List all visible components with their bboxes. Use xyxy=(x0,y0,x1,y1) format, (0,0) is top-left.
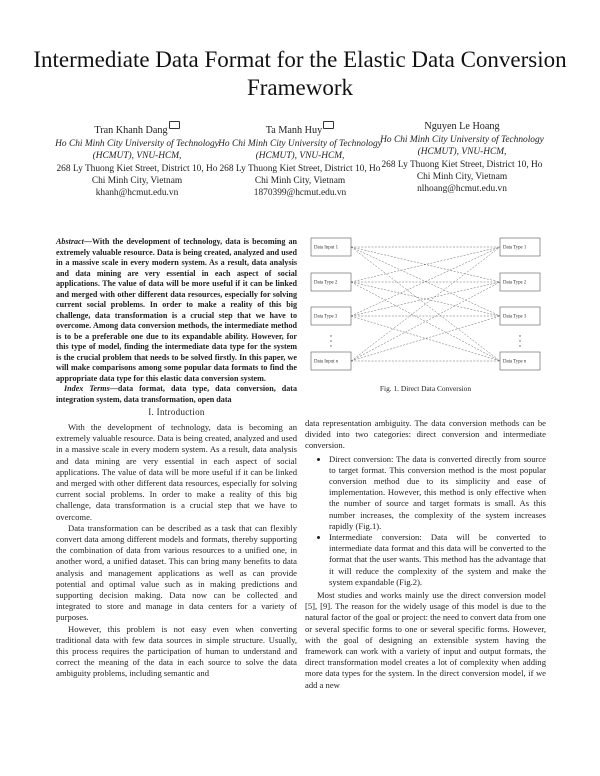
node-label: Data Type n xyxy=(503,359,527,365)
author-institution: Ho Chi Minh City University of Technology (HCMUT), VNU-HCM, xyxy=(218,139,382,162)
input-node xyxy=(311,352,351,370)
author-institution: Ho Chi Minh City University of Technology (HCMUT), VNU-HCM, xyxy=(380,135,544,158)
figure-caption: Fig. 1. Direct Data Conversion xyxy=(379,384,472,393)
paragraph: However, this problem is not easy even when converting traditional data with few data sources in simple structure. Usually, this process requires the participation of human to understand and correct the meaning of the data in each source to solve the data ambiguity problems, including semantic and xyxy=(56,623,297,679)
envelope-icon xyxy=(169,121,180,129)
list-item: • Direct conversion: The data is converted directly from source to target format. This conversion method is the most popular conversion method due to its simplicity and ease of implementation. However, this method is only effective when the number of source and target formats is small. As this number increases, the complexity of the system increases rapidly (Fig.1). xyxy=(329,454,546,532)
paragraph: Data transformation can be described as a task that can flexibly convert data among different models and formats, thereby supporting the combination of data from various resources to a unified one, in another word, a unified dataset. This can bring many benefits to data analysis and management applications as well as can provide potential and optimal value such as in making predictions and supporting decision making. Data now can be collected and integrated to store and manage in data centers for a variety of purposes. xyxy=(56,522,297,623)
output-node xyxy=(500,307,540,325)
output-node xyxy=(500,238,540,256)
input-node xyxy=(311,238,351,256)
conversion-edge xyxy=(351,316,500,361)
ellipsis-dot xyxy=(519,335,520,336)
author-email: 1870399@hcmut.edu.vn xyxy=(253,188,347,199)
envelope-icon xyxy=(323,121,334,129)
abstract-text: —With the development of technology, data is becoming an extremely valuable resource. Data is being created, analyzed and used in a massive scale in every modern system. As a result, data analysis and data mining are very essential in each aspect of social applications. The value of data will be more useful if it can be linked and merged with other different data resources, especially for solving current social problems. In order to make a reality of this big challenge, data transformation is a crucial step that we have to overcome. Among data conversion methods, the intermediate method is to be a preferable one due to its expandable ability. However, for this type of model, finding the intermediate data type for the system is the crucial problem that needs to be solved firstly. In this paper, we will make comparisons among some popular data formats to find the appropriate data type for this elastic data conversion system. xyxy=(56,237,297,383)
ellipsis-dot xyxy=(519,345,520,346)
node-label: Data Input n xyxy=(314,359,338,365)
output-node xyxy=(500,273,540,291)
output-node xyxy=(500,352,540,370)
ellipsis-dot xyxy=(330,335,331,336)
intro-column-right xyxy=(305,418,546,691)
node-label: Data Type 2 xyxy=(503,280,527,286)
author-email: khanh@hcmut.edu.vn xyxy=(95,188,179,199)
author-name: Nguyen Le Hoang xyxy=(424,121,500,132)
index-terms-label: Index Terms xyxy=(64,384,110,393)
author-email: nlhoang@hcmut.edu.vn xyxy=(417,184,507,195)
ellipsis-dot xyxy=(330,345,331,346)
ellipsis-dot xyxy=(330,340,331,341)
abstract xyxy=(56,237,297,405)
ellipsis-dot xyxy=(519,340,520,341)
section-heading: I. Introduction xyxy=(148,407,205,417)
conversion-diagram xyxy=(305,233,546,381)
paragraph: Most studies and works mainly use the direct conversion model [5], [9]. The reason for the widely usage of this model is due to the natural factor of the goal or project: the need to convert data from one or several specific forms to one or several specific forms. However, with the goal of designing an extensible system having the framework can work with a variety of input and output formats, the direct transformation model creates a lot of complexity when adding more data types for the system. In the direct conversion model, if we add a new xyxy=(305,590,546,690)
node-label: Data Input 1 xyxy=(314,245,338,251)
input-node xyxy=(311,273,351,291)
intro-column-left xyxy=(56,422,297,680)
paragraph: With the development of technology, data is becoming an extremely valuable resource. Data is being created, analyzed and used in a massive scale in every modern system. As a result, data analysis and data mining are very essential in each aspect of social applications. The value of data will be more useful if it can be linked and merged with other different data resources, especially for solving current social problems. In order to make a reality of this big challenge, data transformation is a crucial step that we have to overcome. xyxy=(56,422,297,522)
author-address: 268 Ly Thuong Kiet Street, District 10, Ho Chi Minh City, Vietnam xyxy=(381,159,543,182)
author-block-3 xyxy=(377,121,547,195)
index-terms-text: —data format, data type, data conversion, data integration system, data transformation, open data xyxy=(56,384,298,404)
list-item: • Intermediate conversion: Data will be converted to intermediate data format and this data will be converted to the format that the user wants. This method has the advantage that it will reduce the complexity of the system and make the system expandable (Fig.2). xyxy=(329,532,546,588)
author-institution: Ho Chi Minh City University of Technology (HCMUT), VNU-HCM, xyxy=(55,139,219,162)
paper-title: Intermediate Data Format for the Elastic Data Conversion Framework xyxy=(33,47,567,100)
input-node xyxy=(311,307,351,325)
node-label: Data Type 3 xyxy=(314,314,338,320)
node-label: Data Type 1 xyxy=(503,245,527,251)
node-label: Data Type 3 xyxy=(503,314,527,320)
bullet-list xyxy=(305,454,546,588)
author-name: Ta Manh Huy xyxy=(215,121,385,137)
figure-direct-conversion xyxy=(305,233,546,386)
author-name: Tran Khanh Dang xyxy=(52,121,222,137)
author-address: 268 Ly Thuong Kiet Street, District 10, Ho Chi Minh City, Vietnam xyxy=(56,163,218,186)
conversion-edges xyxy=(351,247,500,361)
abstract-label: Abstract xyxy=(56,237,84,246)
author-block-1 xyxy=(52,121,222,199)
node-label: Data Type 2 xyxy=(314,280,338,286)
conversion-edge xyxy=(351,316,500,361)
author-address: 268 Ly Thuong Kiet Street, District 10, Ho Chi Minh City, Vietnam xyxy=(219,163,381,186)
paragraph: data representation ambiguity. The data conversion methods can be divided into two categories: direct conversion and intermediate conversion. xyxy=(305,418,546,451)
author-block-2 xyxy=(215,121,385,199)
